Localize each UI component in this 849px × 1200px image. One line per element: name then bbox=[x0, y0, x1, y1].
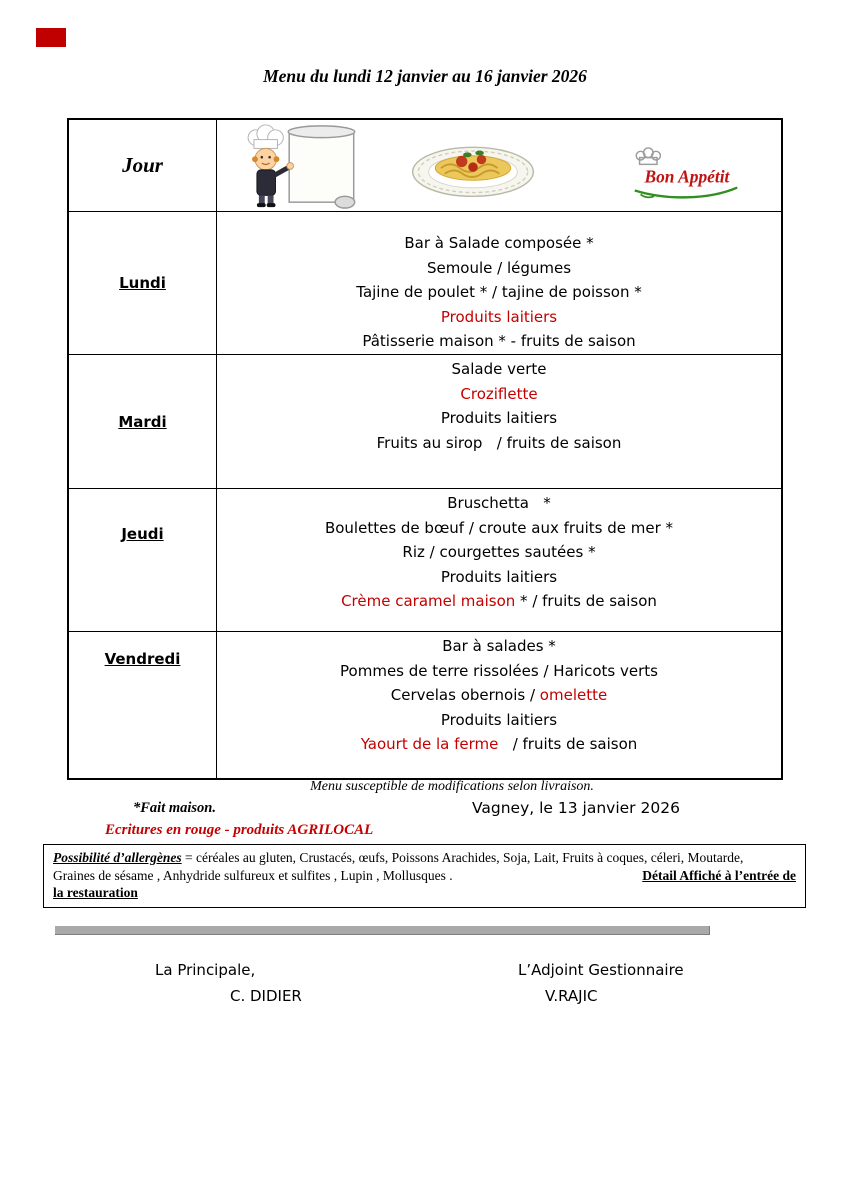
menu-line: Crème caramel maison * / fruits de saison bbox=[341, 592, 657, 610]
allergen-info-box bbox=[43, 844, 806, 908]
pasta-plate-image bbox=[403, 136, 543, 202]
menu-row-vendredi bbox=[69, 631, 781, 778]
menu-row-jeudi bbox=[69, 488, 781, 631]
menu-line: Semoule / légumes bbox=[426, 258, 572, 277]
allergen-detail-2: la restauration bbox=[53, 885, 138, 900]
allergen-label: Possibilité d’allergènes bbox=[53, 850, 182, 865]
agrilocal-note: Ecritures en rouge - produits AGRILOCAL bbox=[105, 822, 374, 838]
signature-left-title: La Principale, bbox=[155, 961, 256, 979]
table-header-row bbox=[69, 120, 781, 211]
allergen-text-1: = céréales au gluten, Crustacés, œufs, Poissons Arachides, Soja, Lait, Fruits à coques, céleri, Moutarde, bbox=[181, 850, 744, 865]
signature-right-name: V.RAJIC bbox=[545, 987, 598, 1005]
allergen-line-3 bbox=[53, 884, 796, 902]
menu-line: Boulettes de bœuf / croute aux fruits de mer * bbox=[324, 518, 674, 537]
menu-line: Croziflette bbox=[460, 384, 538, 403]
menu-line: Bruschetta * bbox=[447, 494, 551, 512]
menu-row-mardi bbox=[69, 354, 781, 488]
page-title: Menu du lundi 12 janvier au 16 janvier 2026 bbox=[263, 66, 587, 86]
signature-right-title: L’Adjoint Gestionnaire bbox=[518, 961, 684, 979]
menu-line: Tajine de poulet * / tajine de poisson * bbox=[356, 283, 642, 301]
bon-appetit-text: Bon Appétit bbox=[644, 166, 730, 187]
menu-items-jeudi bbox=[217, 489, 781, 631]
allergen-line-2 bbox=[53, 867, 796, 885]
day-label-lundi: Lundi bbox=[119, 274, 166, 292]
signature-left-name: C. DIDIER bbox=[230, 987, 302, 1005]
menu-line: Produits laitiers bbox=[440, 567, 558, 586]
menu-items-vendredi bbox=[217, 632, 781, 778]
day-label-mardi: Mardi bbox=[118, 412, 167, 431]
header-images-cell bbox=[217, 120, 781, 211]
menu-line: Yaourt de la ferme / fruits de saison bbox=[360, 735, 638, 753]
menu-line: Bar à Salade composée * bbox=[404, 234, 594, 252]
day-label-vendredi: Vendredi bbox=[104, 650, 181, 668]
menu-line: Produits laitiers bbox=[440, 409, 558, 427]
menu-line: Salade verte bbox=[451, 360, 547, 378]
place-date: Vagney, le 13 janvier 2026 bbox=[472, 799, 680, 817]
modification-note: Menu susceptible de modifications selon livraison. bbox=[310, 779, 594, 794]
day-label-jeudi: Jeudi bbox=[121, 525, 164, 543]
allergen-text-2: Graines de sésame , Anhydride sulfureux et sulfites , Lupin , Mollusques . bbox=[53, 867, 453, 883]
menu-line: Fruits au sirop / fruits de saison bbox=[376, 433, 622, 452]
bon-appetit-logo bbox=[625, 146, 747, 204]
chef-with-menu-image bbox=[227, 122, 367, 210]
red-corner-mark bbox=[36, 28, 66, 47]
menu-line: Bar à salades * bbox=[442, 637, 556, 655]
menu-row-lundi bbox=[69, 211, 781, 354]
menu-line: Produits laitiers bbox=[440, 307, 558, 326]
horizontal-divider-bar bbox=[55, 926, 710, 935]
menu-line: Riz / courgettes sautées * bbox=[402, 543, 596, 561]
menu-line: Cervelas obernois / omelette bbox=[390, 686, 608, 704]
menu-line: Pommes de terre rissolées / Haricots verts bbox=[340, 661, 658, 680]
day-column-header: Jour bbox=[69, 120, 217, 211]
allergen-line-1 bbox=[53, 849, 796, 867]
menu-items-mardi bbox=[217, 355, 781, 488]
fait-maison-note: *Fait maison. bbox=[133, 800, 216, 816]
menu-items-lundi bbox=[217, 212, 781, 354]
menu-line: Produits laitiers bbox=[440, 710, 558, 729]
menu-line: Pâtisserie maison * - fruits de saison bbox=[362, 332, 636, 350]
weekly-menu-table bbox=[67, 118, 783, 780]
allergen-detail-1: Détail Affiché à l’entrée de bbox=[642, 867, 796, 883]
